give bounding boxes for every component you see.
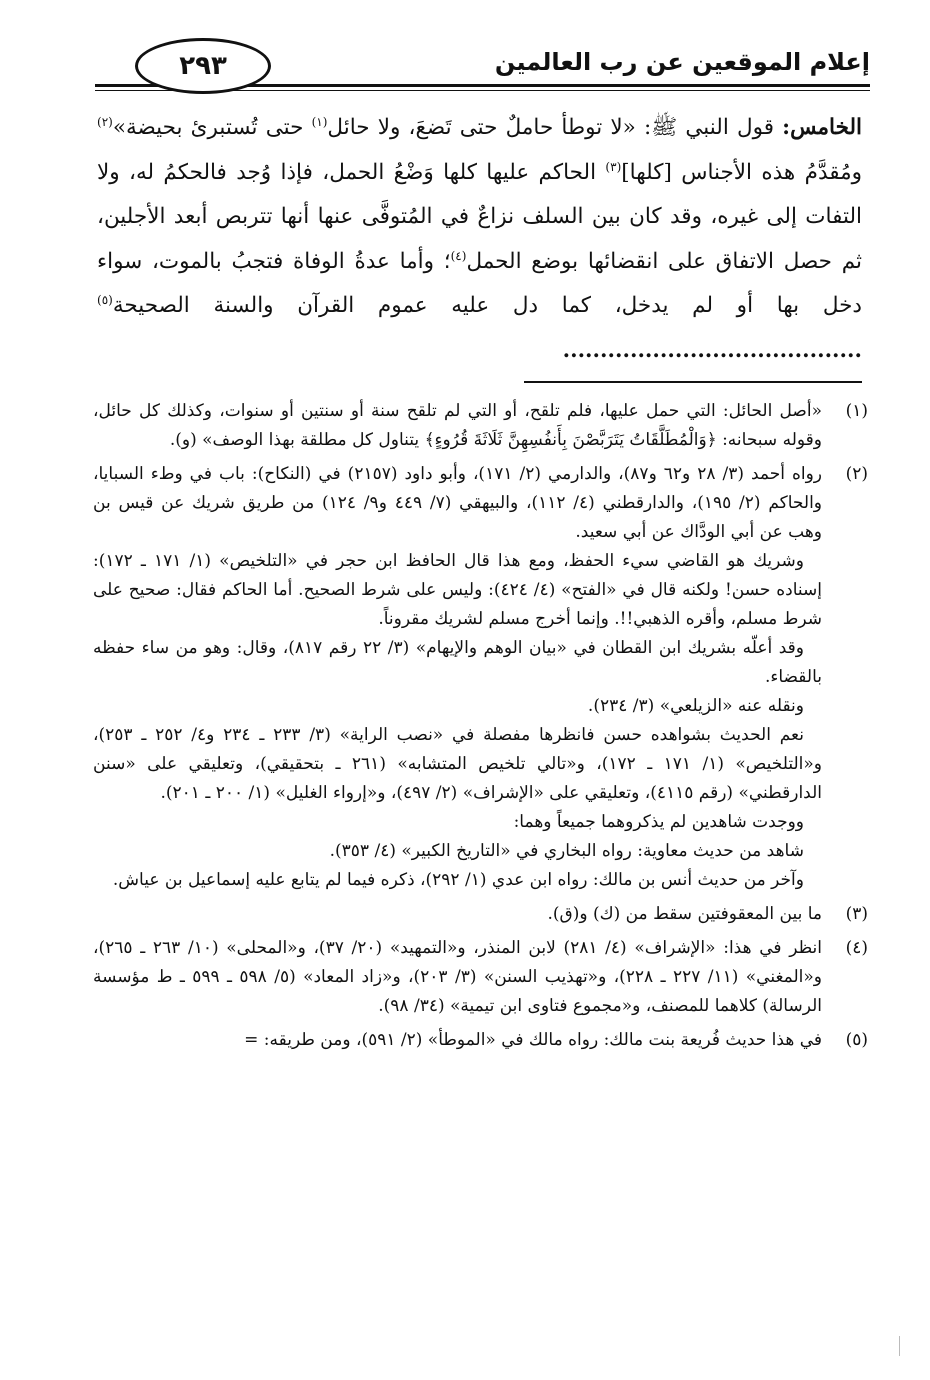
main-text-segment: قول النبي ﷺ: «لا توطأ حاملٌ حتى تَضعَ، ولا حائل <box>327 115 783 140</box>
footnote-ref: (١) <box>311 114 328 129</box>
footnote-text: ونقله عنه «الزيلعي» (٣/ ٢٣٤). <box>587 696 804 716</box>
footnote-number: (٢) <box>845 464 868 484</box>
footnotes <box>93 397 868 1060</box>
footnote-number: (١) <box>845 401 868 421</box>
footnote-number: (٥) <box>845 1030 868 1050</box>
footnote-separator <box>524 381 862 383</box>
main-text-segment: ؛ وأما عدةُ الوفاة فتجبُ بالموت، سواء دخل بها أو لم يدخل، كما دل عليه عموم القرآن والسنة الصحيحة <box>97 248 862 318</box>
section-keyword: الخامس: <box>782 115 862 140</box>
footnote-number: (٣) <box>845 904 868 924</box>
footnote <box>93 900 868 929</box>
footnote-ref: (٤) <box>450 248 467 263</box>
footnote-text: شاهد من حديث معاوية: رواه البخاري في «التاريخ الكبير» (٤/ ٣٥٣). <box>329 841 804 861</box>
footnote-text: انظر في هذا: «الإشراف» (٤/ ٢٨١) لابن المنذر، و«التمهيد» (٢٠/ ٣٧)، و«المحلى» (١٠/ ٢٦٣ ـ ٢٦٥)، و«المغني» (١١/ ٢٢٧ ـ ٢٢٨)، و«تهذيب السنن» (٣/ ٢٠٣)، و«زاد المعاد» (٥/ ٥٩٨ ـ ٥٩٩ ـ ط مؤسسة الرسالة) كلاهما للمصنف، و«مجموع فتاوى ابن تيمية» (٣٤/ ٩٨). <box>93 938 822 1016</box>
scan-edge-mark <box>899 1336 905 1356</box>
continuation-dots: ........................................ <box>562 337 862 363</box>
running-title: إعلام الموقعين عن رب العالمين <box>494 48 870 76</box>
footnote-text: وآخر من حديث أنس بن مالك: رواه ابن عدي (١/ ٢٩٢)، ذكره فيما لم يتابع عليه إسماعيل بن عياش. <box>112 870 804 890</box>
footnote-text: ما بين المعقوفتين سقط من (ك) و(ق). <box>547 904 822 924</box>
footnote-text: ووجدت شاهدين لم يذكروهما جميعاً وهما: <box>513 812 804 832</box>
footnote-text: وشريك هو القاضي سيء الحفظ، ومع هذا قال الحافظ ابن حجر في «التلخيص» (١/ ١٧١ ـ ١٧٢): إسناده حسن! ولكنه قال في «الفتح» (٤/ ٤٢٤): وليس على شرط الصحيح. أما الحاكم فقال: صحيح على شرط مسلم، وأقره الذهبي!!. وإنما أخرج مسلم لشريك مقروناً. <box>93 551 823 629</box>
main-text-segment: الحاكم عليها كلها وَضْعُ الحمل، فإذا وُجد فالحكمُ له، ولا التفات إلى غيره، وقد كان بين السلف نزاعٌ في المُتوفَّى عنها أنها تتربص أبعد الأجلين، ثم حصل الاتفاق على انقضائها بوضع الحمل <box>97 159 862 274</box>
footnote-text: نعم الحديث بشواهده حسن فانظرها مفصلة في «نصب الراية» (٣/ ٢٣٣ ـ ٢٣٤ و٤/ ٢٥٢ ـ ٢٥٣)، و«التلخيص» (١/ ١٧١ ـ ١٧٢)، و«تالي تلخيص المتشابه» (٢٦١ ـ بتحقيقي)، وتعليقي على «سنن الدارقطني» (رقم ٤١١٥)، وتعليقي على «الإشراف» (٢/ ٤٩٧)، و«إرواء الغليل» (١/ ٢٠٠ ـ ٢٠١). <box>93 725 823 803</box>
footnote-ref: (٥) <box>97 292 113 307</box>
footnote-text: «أصل الحائل: التي حمل عليها، فلم تلقح، أو التي لم تلقح سنة أو سنتين أو سنوات، وكذلك كل حائل، وقوله سبحانه: ﴿وَالْمُطَلَّقَاتُ يَتَرَبَّصْنَ بِأَنفُسِهِنَّ ثَلَاثَةَ قُرُوءٍ﴾ يتناول كل مطلقة بهذا الوصف» (و). <box>93 401 822 450</box>
footnote <box>93 397 868 455</box>
page-header <box>95 38 870 94</box>
footnote <box>93 1026 868 1055</box>
main-text-segment: ومُقدَّمُ هذه الأجناس [كلها] <box>621 159 862 185</box>
main-text-segment: حتى تُستبرئ بحيضة» <box>112 115 312 140</box>
footnote-text: رواه أحمد (٣/ ٢٨ و٦٢ و٨٧)، والدارمي (٢/ ١٧١)، وأبو داود (٢١٥٧) في (النكاح): باب في وطء السبايا، والحاكم (٢/ ١٩٥)، والدارقطني (٤/ ١١٢)، والبيهقي (٧/ ٤٤٩ و٩/ ١٢٤) من طريق شريك عن قيس بن وهب عن أبي الودَّاك عن أبي سعيد. <box>93 464 822 542</box>
footnote-ref: (٣) <box>605 159 622 174</box>
main-paragraph <box>97 106 862 373</box>
footnote <box>93 934 868 1021</box>
footnote-ref: (٢) <box>97 114 113 129</box>
footnote-text: وقد أعلّه بشريك ابن القطان في «بيان الوهم والإيهام» (٣/ ٢٢ رقم ٨١٧)، وقال: وهو من ساء حفظه بالقضاء. <box>93 638 822 687</box>
footnote-number: (٤) <box>845 938 868 958</box>
page-number: ٢٩٣ <box>135 38 271 94</box>
main-text <box>97 106 862 373</box>
footnote <box>93 460 868 895</box>
footnote-text: في هذا حديث فُريعة بنت مالك: رواه مالك في «الموطأ» (٢/ ٥٩١)، ومن طريقه: = <box>244 1030 822 1050</box>
